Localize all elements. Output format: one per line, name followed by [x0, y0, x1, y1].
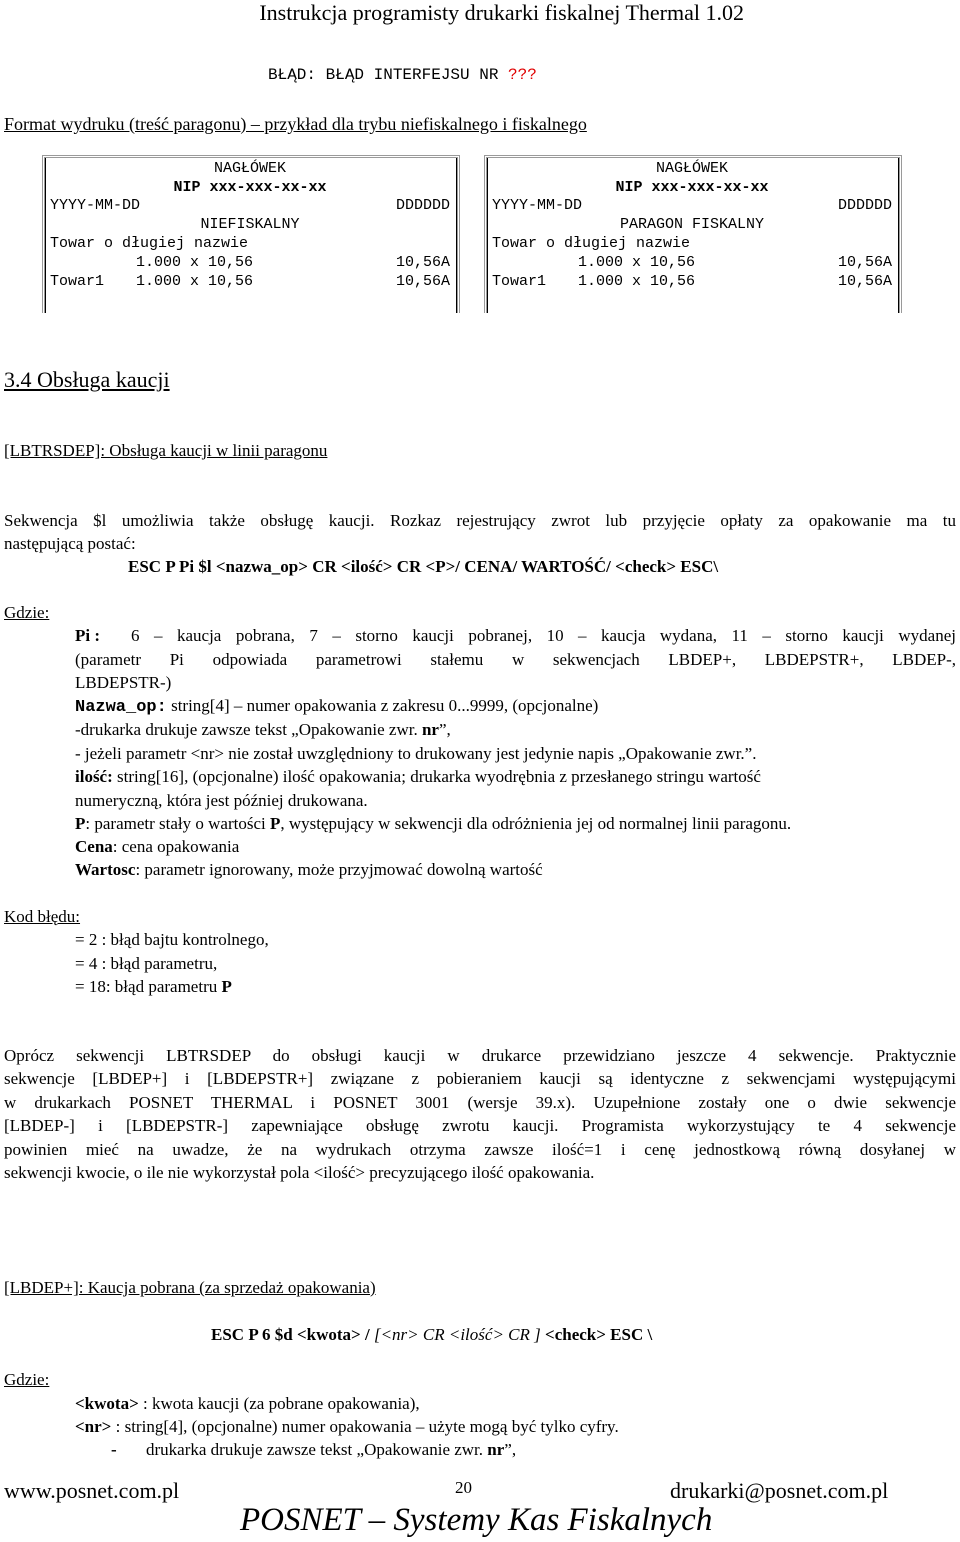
receipt-item-1-qty: 1.000 x 10,56 10,56A [578, 254, 892, 271]
page-header [0, 0, 960, 26]
receipt-item-1: Towar o długiej nazwie [50, 235, 249, 252]
receipt-nip: NIP xxx-xxx-xx-xx [173, 179, 327, 196]
ilosc-label: ilość: [75, 767, 113, 786]
lbtrsdep-command: ESC P Pi $l <nazwa_op> CR <ilość> CR <P>/ CENA/ WARTOŚĆ/ <check> ESC\ [128, 557, 719, 576]
para-line-5: powinien mieć na uwadze, że na wydrukach otrzyma zawsze ilość=1 i cenę jednostkową równą dosyłanej w [4, 1140, 956, 1159]
receipt-item-1: Towar o długiej nazwie [492, 235, 691, 252]
lbtrsdep-title: [LBTRSDEP]: Obsługa kaucji w linii paragonu [4, 441, 328, 460]
ilosc-text-2: numeryczną, która jest później drukowana. [75, 791, 368, 810]
format-title: Format wydruku (treść paragonu) – przykład dla trybu niefiskalnego i fiskalnego [4, 114, 587, 134]
receipt-mode: PARAGON FISKALNY [619, 216, 765, 233]
wartosc-row: Wartosc: parametr ignorowany, może przyjmować dowolną wartość [75, 860, 543, 879]
cena-row: Cena: cena opakowania [75, 837, 240, 856]
note-2: - jeżeli parametr <nr> nie został uwzględniony to drukowany jest jedynie napis „Opakowanie zwr.”. [75, 744, 757, 763]
footer-brand: POSNET – Systemy Kas Fiskalnych [240, 1502, 713, 1538]
error-line: BŁĄD: BŁĄD INTERFEJSU NR ??? [268, 66, 537, 84]
pi-text-1: 6 – kaucja pobrana, 7 – storno kaucji pobranej, 10 – kaucja wydana, 11 – storno kaucji wydanej [131, 626, 956, 645]
receipt-header: NAGŁÓWEK [655, 160, 728, 177]
gdzie-label: Gdzie: [4, 603, 50, 622]
lbtrsdep-intro-2: następującą postać: [4, 534, 136, 553]
error-code-18: = 18: błąd parametru P [75, 977, 232, 996]
pi-label: Pi : [75, 626, 101, 645]
lbdep-gdzie-label: Gdzie: [4, 1370, 50, 1389]
lbdep-command: ESC P 6 $d <kwota> / [<nr> CR <ilość> CR ] <check> ESC \ [211, 1325, 653, 1344]
receipt-item-2: Towar1 1.000 x 10,56 10,56A [492, 273, 892, 290]
nazwa-row [75, 696, 598, 717]
footer-email: drukarki@posnet.com.pl [670, 1478, 889, 1503]
receipt-item-2: Towar1 1.000 x 10,56 10,56A [50, 273, 450, 290]
para-line-4: [LBDEP-] i [LBDEPSTR-] zapewniające obsługę zwrotu kaucji. Programista wykorzystujący te 4 sekwencje [4, 1116, 956, 1135]
bullet-dash: - [111, 1440, 117, 1459]
ilosc-row [75, 767, 761, 787]
p-row: P: parametr stały o wartości P, występujący w sekwencji dla odróżnienia jej od normalnej linii paragonu. [75, 814, 792, 833]
error-code-2: = 2 : błąd bajtu kontrolnego, [75, 930, 269, 949]
kwota-row: <kwota> : kwota kaucji (za pobrane opakowania), [75, 1394, 420, 1413]
receipt-fiscal [484, 155, 902, 313]
bullet-text: drukarka drukuje zawsze tekst „Opakowanie zwr. nr”, [146, 1440, 517, 1459]
receipt-nonfiscal [42, 155, 460, 313]
pi-text-2: (parametr Pi odpowiada parametrowi stałemu w sekwencjach LBDEP+, LBDEPSTR+, LBDEP-, [75, 650, 956, 669]
nr-row: <nr> : string[4], (opcjonalne) numer opakowania – użyte mogą być tylko cyfry. [75, 1417, 619, 1436]
error-code-4: = 4 : błąd parametru, [75, 954, 218, 973]
receipt-nip: NIP xxx-xxx-xx-xx [615, 179, 769, 196]
receipt-date-row: YYYY-MM-DD DDDDDD [50, 197, 450, 214]
receipt-header: NAGŁÓWEK [213, 160, 286, 177]
nazwa-label: Nazwa_op: [75, 698, 167, 717]
page-number: 20 [455, 1478, 472, 1497]
pi-text-3: LBDEPSTR-) [75, 673, 172, 692]
ilosc-text: string[16], (opcjonalne) ilość opakowania; drukarka wyodrębnia z przesłanego stringu wartość [112, 767, 761, 786]
error-suffix: ??? [508, 66, 537, 84]
footer-website: www.posnet.com.pl [4, 1478, 180, 1503]
nazwa-text: string[4] – numer opakowania z zakresu 0...9999, (opcjonalne) [166, 696, 599, 715]
para-line-1: Oprócz sekwencji LBTRSDEP do obsługi kaucji w drukarce przewidziano jeszcze 4 sekwencje. Praktycznie [4, 1046, 956, 1065]
lbtrsdep-intro-1: Sekwencja $l umożliwia także obsługę kaucji. Rozkaz rejestrujący zwrot lub przyjęcie opłaty za opakowanie ma tu [4, 511, 956, 530]
kod-bledu-label: Kod błędu: [4, 907, 81, 926]
para-line-3: w drukarkach POSNET THERMAL i POSNET 3001 (wersje 39.x). Uzupełnione zostały one o dwie sekwencje [4, 1093, 956, 1112]
lbdep-title: [LBDEP+]: Kaucja pobrana (za sprzedaż opakowania) [4, 1278, 376, 1297]
para-line-2: sekwencje [LBDEP+] i [LBDEPSTR+] związane z pobieraniem kaucji są identyczne z sekwencjami występującymi [4, 1069, 956, 1088]
receipt-item-1-qty: 1.000 x 10,56 10,56A [136, 254, 450, 271]
receipt-mode: NIEFISKALNY [200, 216, 300, 233]
header-title: Instrukcja programisty drukarki fiskalnej Thermal 1.02 [259, 0, 744, 25]
section-title: 3.4 Obsługa kaucji [4, 367, 170, 392]
note-1: -drukarka drukuje zawsze tekst „Opakowanie zwr. nr”, [75, 720, 451, 739]
para-line-6: sekwencji kwocie, o ile nie wykorzystał pola <ilość> precyzującego ilość opakowania. [4, 1163, 595, 1182]
receipt-date-row: YYYY-MM-DD DDDDDD [492, 197, 892, 214]
pi-row [75, 626, 956, 646]
